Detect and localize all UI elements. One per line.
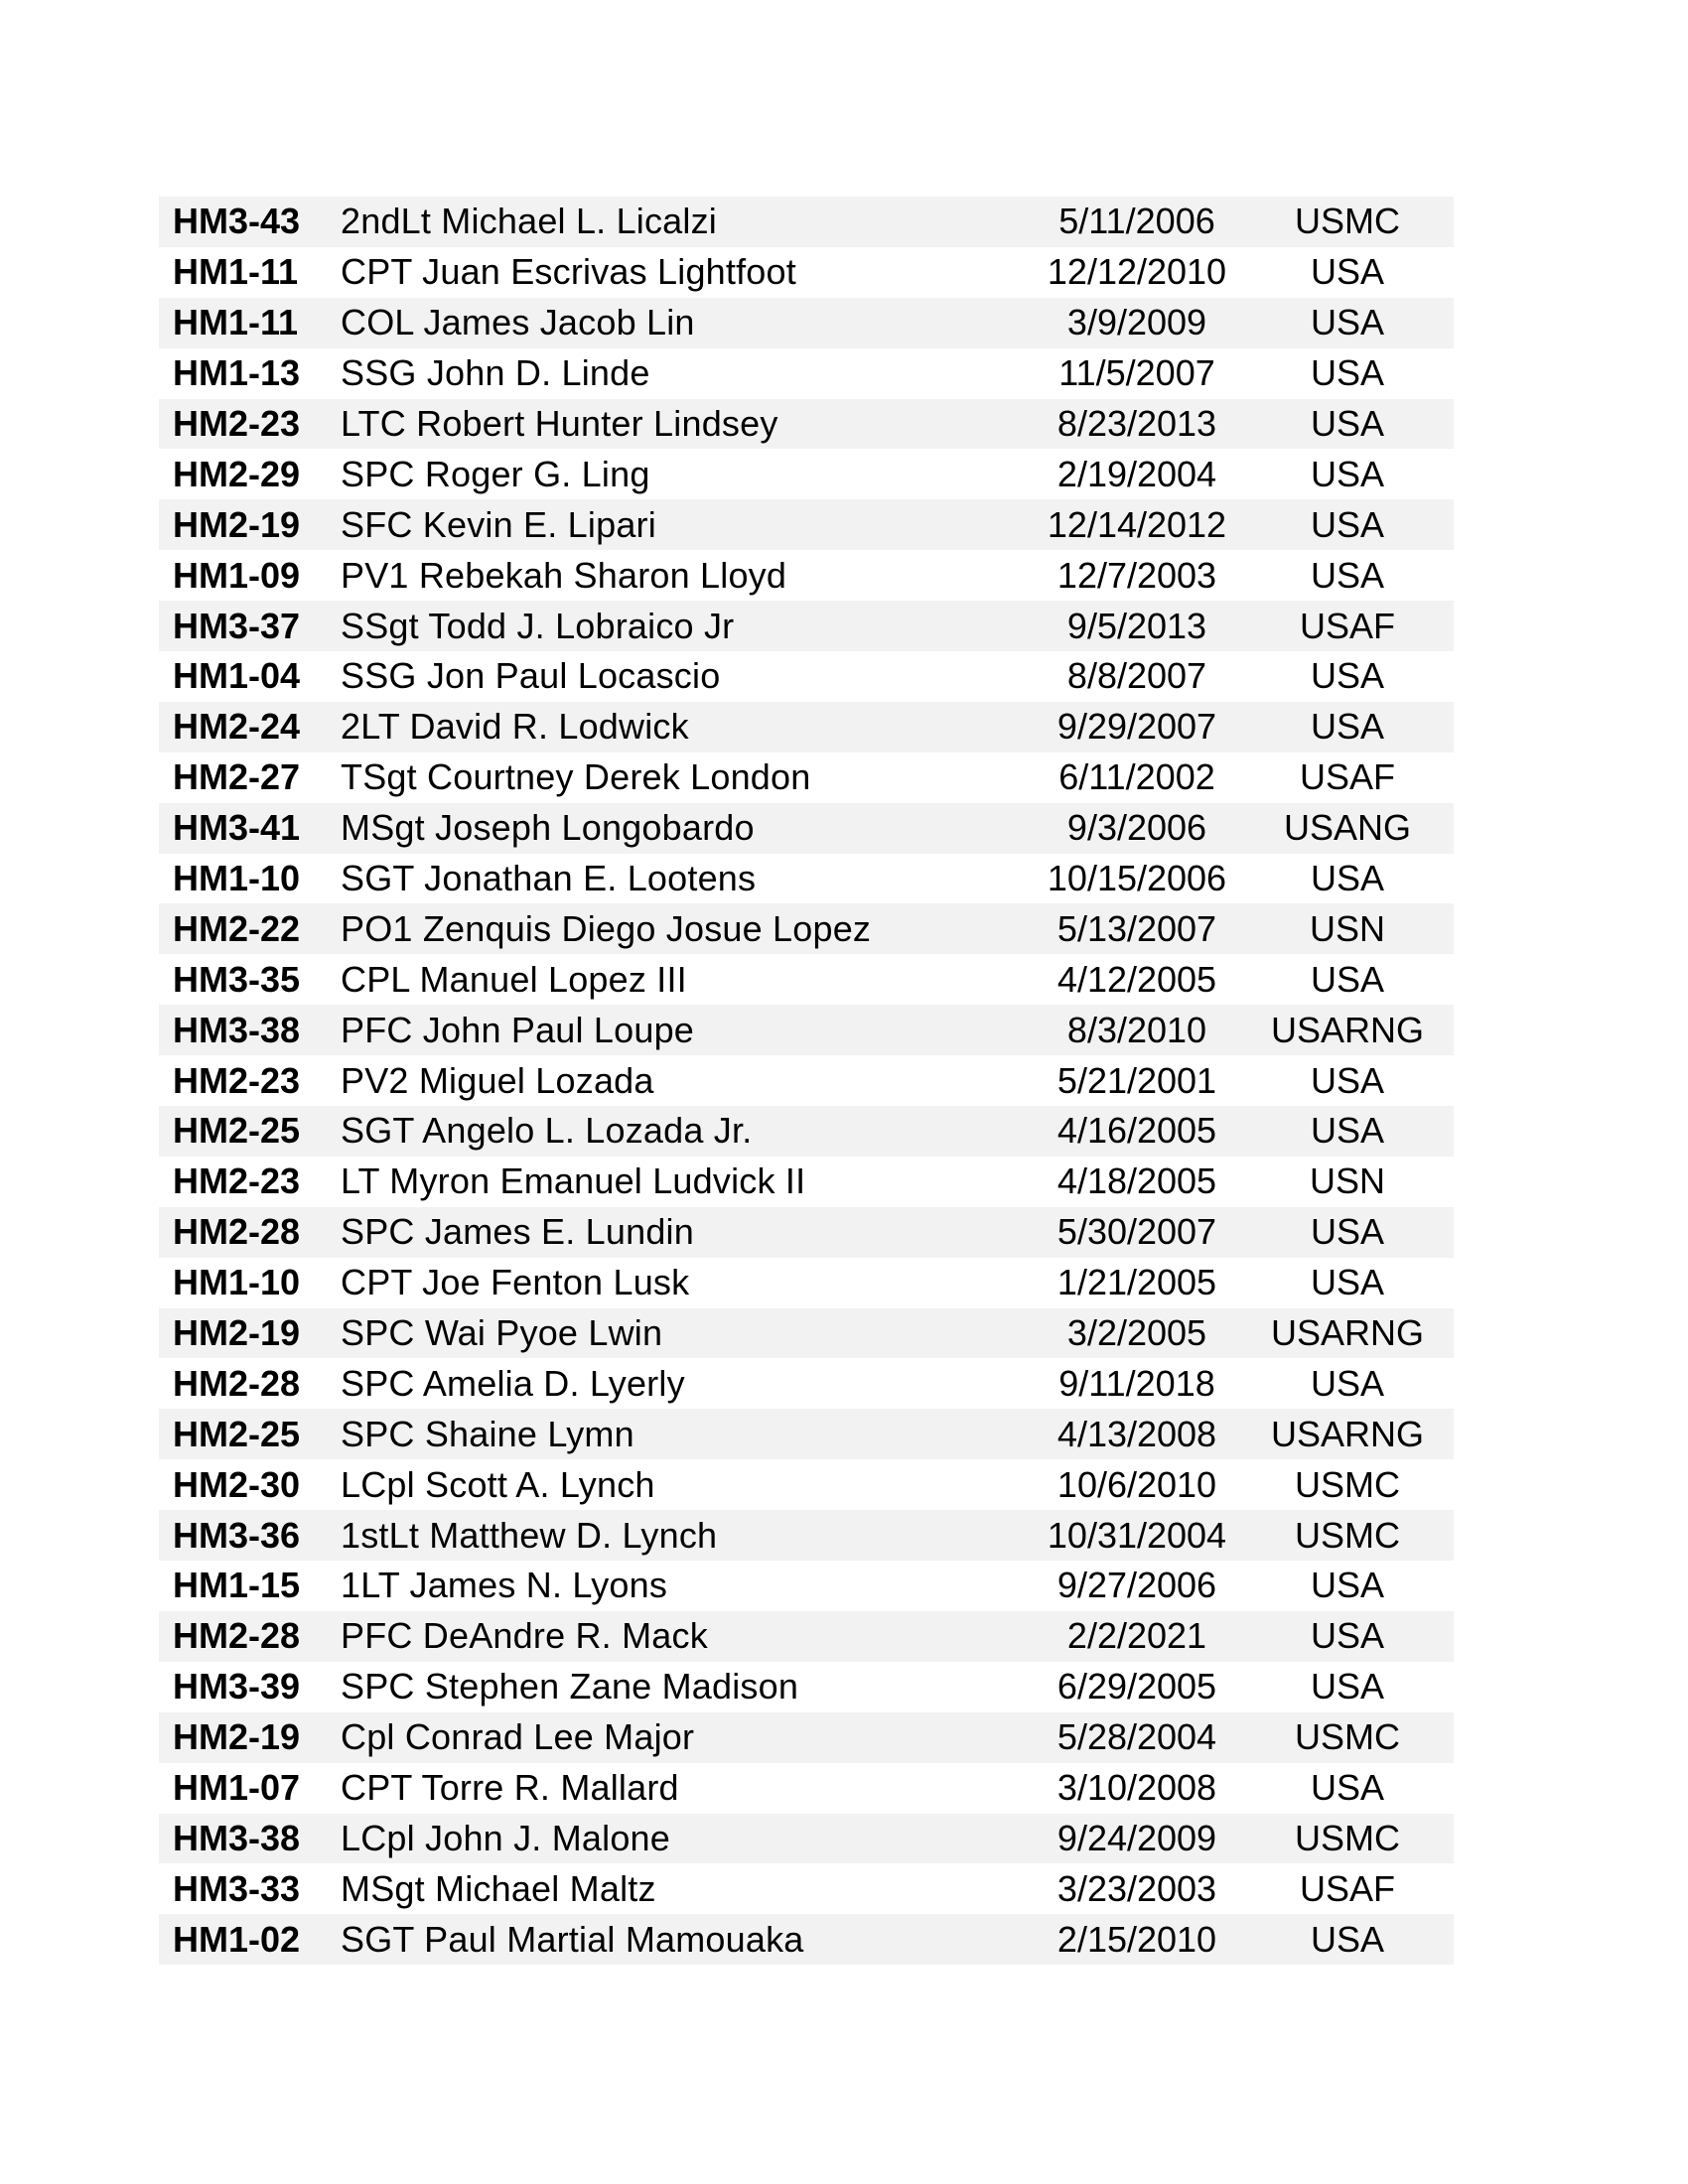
- service-member-name: LCpl John J. Malone: [341, 1817, 670, 1858]
- service-branch: USMC: [1295, 1463, 1400, 1505]
- service-member-name: SGT Jonathan E. Lootens: [341, 858, 757, 899]
- table-row: [159, 1611, 1454, 1662]
- table-row: [159, 1106, 1454, 1157]
- date-of-death: 2/19/2004: [1056, 453, 1217, 494]
- service-branch: USN: [1309, 1160, 1385, 1202]
- date-of-death: 5/13/2007: [1056, 907, 1217, 949]
- date-of-death: 6/29/2005: [1056, 1666, 1217, 1707]
- service-branch: USARNG: [1270, 1009, 1425, 1050]
- table-row: [159, 1712, 1454, 1763]
- date-of-death: 3/23/2003: [1056, 1867, 1217, 1909]
- honor-marker-code: HM2-28: [173, 1615, 301, 1657]
- service-member-name: 2LT David R. Lodwick: [341, 706, 689, 748]
- table-row: [159, 1157, 1454, 1207]
- service-branch: USA: [1310, 1666, 1385, 1707]
- table-row: [159, 1409, 1454, 1459]
- service-branch: USA: [1310, 958, 1385, 1000]
- service-member-name: SPC Amelia D. Lyerly: [341, 1362, 685, 1404]
- honor-marker-code: HM2-23: [173, 1160, 301, 1202]
- table-row: [159, 1863, 1454, 1914]
- service-branch: USA: [1310, 1262, 1385, 1303]
- date-of-death: 9/3/2006: [1066, 807, 1207, 849]
- table-row: [159, 1763, 1454, 1814]
- table-row: [159, 1308, 1454, 1359]
- honor-marker-code: HM2-25: [173, 1110, 301, 1152]
- service-member-name: SSgt Todd J. Lobraico Jr: [341, 605, 735, 646]
- date-of-death: 8/8/2007: [1066, 655, 1207, 697]
- service-branch: USA: [1310, 706, 1385, 748]
- honor-marker-code: HM2-25: [173, 1413, 301, 1454]
- service-member-name: 2ndLt Michael L. Licalzi: [341, 201, 718, 242]
- date-of-death: 10/6/2010: [1056, 1463, 1217, 1505]
- service-branch: USA: [1310, 858, 1385, 899]
- service-member-name: PFC John Paul Loupe: [341, 1009, 695, 1050]
- honor-marker-code: HM2-27: [173, 756, 301, 798]
- service-member-name: 1LT James N. Lyons: [341, 1565, 668, 1606]
- service-branch: USA: [1310, 1767, 1385, 1809]
- service-branch: USA: [1310, 554, 1385, 596]
- service-branch: USANG: [1283, 807, 1412, 849]
- table-row: [159, 1459, 1454, 1510]
- table-row: [159, 197, 1454, 247]
- date-of-death: 5/28/2004: [1056, 1716, 1217, 1758]
- date-of-death: 8/23/2013: [1056, 403, 1217, 444]
- honor-marker-code: HM1-11: [173, 302, 299, 343]
- table-row: [159, 854, 1454, 904]
- service-member-name: CPT Torre R. Mallard: [341, 1767, 679, 1809]
- service-member-name: PFC DeAndre R. Mack: [341, 1615, 708, 1657]
- honor-marker-code: HM3-35: [173, 958, 301, 1000]
- service-branch: USA: [1310, 1565, 1385, 1606]
- service-branch: USA: [1310, 1211, 1385, 1253]
- service-member-name: SPC Stephen Zane Madison: [341, 1666, 799, 1707]
- honor-marker-code: HM2-23: [173, 403, 301, 444]
- table-row: [159, 1358, 1454, 1409]
- date-of-death: 12/14/2012: [1047, 503, 1227, 545]
- service-branch: USA: [1310, 453, 1385, 494]
- table-row: [159, 298, 1454, 348]
- honor-marker-code: HM3-43: [173, 201, 301, 242]
- honor-marker-code: HM2-23: [173, 1059, 301, 1101]
- date-of-death: 4/12/2005: [1056, 958, 1217, 1000]
- honor-marker-code: HM1-02: [173, 1918, 301, 1960]
- date-of-death: 11/5/2007: [1058, 352, 1215, 394]
- honor-marker-code: HM2-19: [173, 503, 301, 545]
- honor-marker-code: HM2-24: [173, 706, 301, 748]
- service-member-name: PV2 Miguel Lozada: [341, 1059, 654, 1101]
- service-member-name: SPC Shaine Lymn: [341, 1413, 634, 1454]
- service-member-name: SPC Wai Pyoe Lwin: [341, 1312, 663, 1354]
- honor-marker-code: HM1-11: [173, 251, 299, 293]
- date-of-death: 5/21/2001: [1056, 1059, 1217, 1101]
- table-row: [159, 651, 1454, 702]
- table-row: [159, 449, 1454, 499]
- service-branch: USA: [1310, 302, 1385, 343]
- date-of-death: 9/27/2006: [1056, 1565, 1217, 1606]
- service-member-name: SSG John D. Linde: [341, 352, 650, 394]
- service-branch: USA: [1310, 1918, 1385, 1960]
- service-branch: USARNG: [1270, 1413, 1425, 1454]
- roster-table: [159, 197, 1454, 1965]
- table-row: [159, 1914, 1454, 1965]
- date-of-death: 2/15/2010: [1056, 1918, 1217, 1960]
- table-row: [159, 1005, 1454, 1055]
- date-of-death: 4/16/2005: [1056, 1110, 1217, 1152]
- service-member-name: CPT Juan Escrivas Lightfoot: [341, 251, 796, 293]
- honor-marker-code: HM3-38: [173, 1817, 301, 1858]
- honor-marker-code: HM3-39: [173, 1666, 301, 1707]
- service-branch: USA: [1310, 352, 1385, 394]
- table-row: [159, 1510, 1454, 1561]
- service-member-name: SGT Paul Martial Mamouaka: [341, 1918, 804, 1960]
- date-of-death: 3/10/2008: [1056, 1767, 1217, 1809]
- service-branch: USA: [1310, 403, 1385, 444]
- service-branch: USMC: [1295, 1817, 1400, 1858]
- service-branch: USMC: [1295, 201, 1400, 242]
- honor-marker-code: HM2-28: [173, 1362, 301, 1404]
- service-branch: USA: [1310, 1615, 1385, 1657]
- honor-marker-code: HM3-36: [173, 1514, 301, 1556]
- honor-marker-code: HM2-19: [173, 1716, 301, 1758]
- service-branch: USA: [1310, 503, 1385, 545]
- honor-marker-code: HM1-10: [173, 858, 301, 899]
- date-of-death: 9/24/2009: [1056, 1817, 1217, 1858]
- date-of-death: 4/13/2008: [1056, 1413, 1217, 1454]
- date-of-death: 8/3/2010: [1066, 1009, 1207, 1050]
- date-of-death: 9/11/2018: [1058, 1362, 1215, 1404]
- service-member-name: SGT Angelo L. Lozada Jr.: [341, 1110, 753, 1152]
- service-member-name: SPC James E. Lundin: [341, 1211, 694, 1253]
- service-member-name: MSgt Joseph Longobardo: [341, 807, 755, 849]
- service-member-name: MSgt Michael Maltz: [341, 1867, 656, 1909]
- date-of-death: 2/2/2021: [1066, 1615, 1207, 1657]
- honor-marker-code: HM1-07: [173, 1767, 301, 1809]
- date-of-death: 6/11/2002: [1058, 756, 1215, 798]
- table-row: [159, 954, 1454, 1005]
- date-of-death: 3/2/2005: [1066, 1312, 1207, 1354]
- service-member-name: LTC Robert Hunter Lindsey: [341, 403, 778, 444]
- service-member-name: LCpl Scott A. Lynch: [341, 1463, 655, 1505]
- table-row: [159, 247, 1454, 298]
- honor-marker-code: HM1-09: [173, 554, 301, 596]
- honor-marker-code: HM3-33: [173, 1867, 301, 1909]
- honor-marker-code: HM2-22: [173, 907, 301, 949]
- service-member-name: SFC Kevin E. Lipari: [341, 503, 656, 545]
- table-row: [159, 399, 1454, 450]
- honor-marker-code: HM2-19: [173, 1312, 301, 1354]
- service-member-name: SPC Roger G. Ling: [341, 453, 650, 494]
- service-branch: USAF: [1299, 1867, 1395, 1909]
- honor-marker-code: HM1-13: [173, 352, 301, 394]
- honor-marker-code: HM2-30: [173, 1463, 301, 1505]
- service-member-name: Cpl Conrad Lee Major: [341, 1716, 695, 1758]
- honor-marker-code: HM1-15: [173, 1565, 301, 1606]
- date-of-death: 3/9/2009: [1066, 302, 1207, 343]
- service-branch: USA: [1310, 655, 1385, 697]
- table-row: [159, 1055, 1454, 1106]
- date-of-death: 10/31/2004: [1047, 1514, 1227, 1556]
- date-of-death: 12/7/2003: [1056, 554, 1217, 596]
- date-of-death: 5/11/2006: [1058, 201, 1215, 242]
- service-branch: USN: [1309, 907, 1385, 949]
- service-member-name: SSG Jon Paul Locascio: [341, 655, 721, 697]
- table-row: [159, 1662, 1454, 1712]
- date-of-death: 10/15/2006: [1047, 858, 1227, 899]
- table-row: [159, 752, 1454, 803]
- table-row: [159, 903, 1454, 954]
- service-branch: USA: [1310, 251, 1385, 293]
- service-member-name: TSgt Courtney Derek London: [341, 756, 811, 798]
- service-member-name: COL James Jacob Lin: [341, 302, 695, 343]
- service-member-name: CPL Manuel Lopez III: [341, 958, 687, 1000]
- table-row: [159, 803, 1454, 854]
- service-branch: USARNG: [1270, 1312, 1425, 1354]
- table-row: [159, 1561, 1454, 1611]
- table-row: [159, 601, 1454, 651]
- service-member-name: PO1 Zenquis Diego Josue Lopez: [341, 907, 872, 949]
- date-of-death: 4/18/2005: [1056, 1160, 1217, 1202]
- service-member-name: PV1 Rebekah Sharon Lloyd: [341, 554, 787, 596]
- honor-marker-code: HM1-10: [173, 1262, 301, 1303]
- date-of-death: 5/30/2007: [1056, 1211, 1217, 1253]
- table-row: [159, 499, 1454, 550]
- honor-marker-code: HM3-41: [173, 807, 301, 849]
- date-of-death: 9/29/2007: [1056, 706, 1217, 748]
- service-branch: USA: [1310, 1362, 1385, 1404]
- table-row: [159, 1258, 1454, 1308]
- table-row: [159, 550, 1454, 601]
- table-row: [159, 348, 1454, 399]
- service-branch: USAF: [1299, 756, 1395, 798]
- service-branch: USMC: [1295, 1514, 1400, 1556]
- honor-marker-code: HM2-28: [173, 1211, 301, 1253]
- date-of-death: 1/21/2005: [1056, 1262, 1217, 1303]
- table-row: [159, 702, 1454, 752]
- service-member-name: CPT Joe Fenton Lusk: [341, 1262, 690, 1303]
- service-member-name: LT Myron Emanuel Ludvick II: [341, 1160, 806, 1202]
- service-branch: USMC: [1295, 1716, 1400, 1758]
- table-row: [159, 1814, 1454, 1864]
- service-member-name: 1stLt Matthew D. Lynch: [341, 1514, 718, 1556]
- service-branch: USA: [1310, 1059, 1385, 1101]
- date-of-death: 12/12/2010: [1047, 251, 1227, 293]
- honor-marker-code: HM1-04: [173, 655, 301, 697]
- service-branch: USA: [1310, 1110, 1385, 1152]
- honor-marker-code: HM3-37: [173, 605, 301, 646]
- date-of-death: 9/5/2013: [1066, 605, 1207, 646]
- honor-marker-code: HM2-29: [173, 453, 301, 494]
- service-branch: USAF: [1299, 605, 1395, 646]
- table-row: [159, 1207, 1454, 1258]
- honor-marker-code: HM3-38: [173, 1009, 301, 1050]
